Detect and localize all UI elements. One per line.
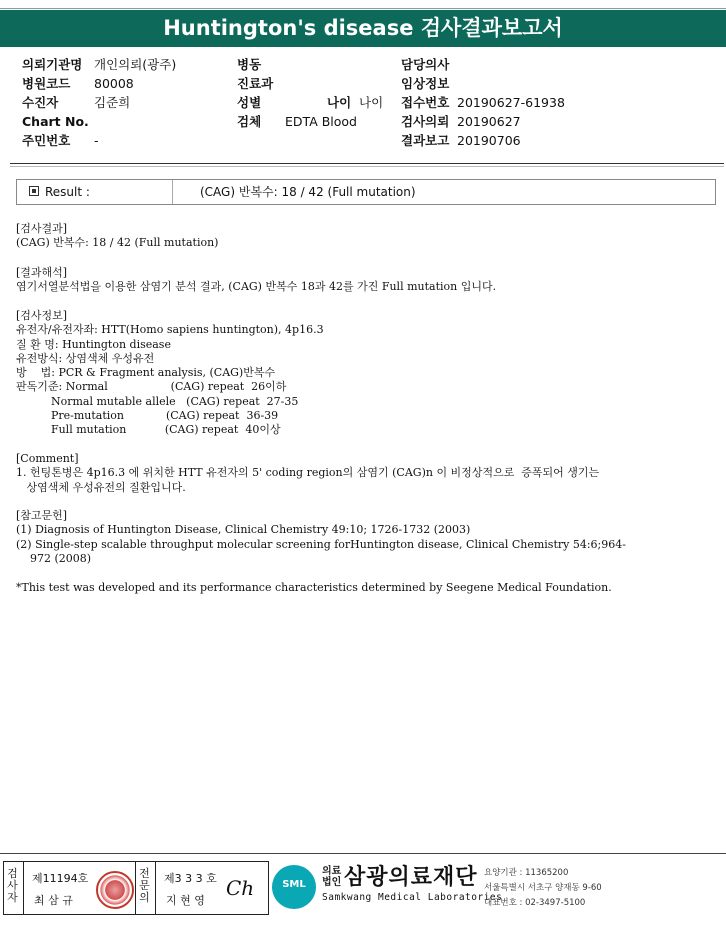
client-value: 개인의뢰(광주)	[94, 57, 177, 72]
info-column-3	[401, 55, 565, 150]
client-label: 의뢰기관명	[22, 57, 83, 72]
report-title: Huntington's disease 검사결과보고서	[163, 16, 563, 40]
age-value: 나이	[359, 95, 384, 110]
sml-logo-icon	[272, 865, 316, 909]
resident-no-value: -	[94, 133, 99, 148]
result-separator	[172, 180, 173, 204]
org-english-name: Samkwang Medical Laboratories	[322, 892, 503, 903]
logo-text: SML	[282, 879, 306, 890]
clinical-info-label: 임상정보	[401, 76, 450, 91]
result-summary-box	[16, 179, 716, 205]
hospital-code-label: 병원코드	[22, 76, 71, 91]
result-label: Result :	[45, 185, 90, 199]
age-label: 나이	[327, 95, 352, 110]
info-column-1	[22, 55, 176, 150]
org-info-line-2: 서울특별시 서초구 양재동 9-60	[484, 883, 602, 893]
official-seal-icon	[96, 871, 134, 909]
report-title-bar	[0, 10, 726, 47]
signature-mark: Ch	[226, 876, 255, 900]
result-value: (CAG) 반복수: 18 / 42 (Full mutation)	[200, 185, 416, 199]
age-field	[327, 93, 383, 112]
org-prefix: 의료 법인	[322, 866, 342, 888]
result-section: [검사결과] (CAG) 반복수: 18 / 42 (Full mutation)	[16, 222, 219, 250]
checkbox-icon	[29, 186, 39, 196]
report-date-label: 결과보고	[401, 133, 450, 148]
specialist-name: 지 현 영	[166, 894, 205, 907]
request-date-label: 검사의뢰	[401, 114, 450, 129]
comment-section: [Comment] 1. 헌팅톤병은 4p16.3 에 위치한 HTT 유전자의 5' coding region의 삼염기 (CAG)n 이 비정상적으로 증폭되어 생기는 상염색체 우성유전의 질환입니다.	[16, 452, 600, 494]
specialist-license: 제3 3 3 호	[164, 872, 217, 885]
hospital-code-value: 80008	[94, 76, 134, 91]
inspector-license: 제11194호	[32, 872, 89, 885]
sex-label: 성별	[237, 95, 262, 110]
signature-box	[3, 861, 269, 915]
chart-no-label: Chart No.	[22, 114, 89, 129]
header-divider-shadow	[10, 166, 724, 167]
footnote: *This test was developed and its performance characteristics determined by Seegene Medical Foundation.	[16, 581, 612, 594]
org-name: 삼광의료재단	[344, 865, 478, 890]
interpretation-section: [결과해석] 염기서열분석법을 이용한 삼염기 분석 결과, (CAG) 반복수 18과 42를 가진 Full mutation 입니다.	[16, 266, 497, 294]
patient-value: 김준희	[94, 95, 131, 110]
ward-label: 병동	[237, 57, 262, 72]
resident-no-label: 주민번호	[22, 133, 71, 148]
specimen-label: 검체	[237, 114, 262, 129]
inspector-label: 검사자	[7, 867, 18, 904]
department-label: 진료과	[237, 76, 274, 91]
report-date-value: 20190706	[457, 133, 521, 148]
doctor-label: 담당의사	[401, 57, 450, 72]
inspector-name: 최 삼 규	[34, 894, 73, 907]
accession-label: 접수번호	[401, 95, 450, 110]
top-border	[0, 8, 726, 9]
org-info-line-1: 요양기관 : 11365200	[484, 868, 569, 878]
specialist-label: 전문의	[139, 867, 150, 904]
org-info-line-3: 대표번호 : 02-3497-5100	[484, 898, 586, 908]
test-info-section: [검사정보] 유전자/유전자좌: HTT(Homo sapiens huntington), 4p16.3 질 환 명: Huntington disease 유전방식: 상염색체 우성유전 방 법: PCR & Fragment analysis, (CAG)반복수 판독기준: Normal (CAG) repeat 26이하 Normal mutable allele (CAG) repeat 27-35 Pre-mutation (CAG) repeat 36-39 Full mutation (CAG) repeat 40이상	[16, 309, 324, 437]
specimen-value: EDTA Blood	[285, 114, 357, 129]
footer-divider	[0, 853, 726, 854]
header-divider	[10, 163, 724, 164]
request-date-value: 20190627	[457, 114, 521, 129]
references-section: [참고문헌] (1) Diagnosis of Huntington Disease, Clinical Chemistry 49:10; 1726-1732 (2003) (2) Single-step scalable throughput molecular screening forHuntington disease, Clinical Chemistry 54:6;964- 972 (2008)	[16, 509, 626, 565]
patient-label: 수진자	[22, 95, 59, 110]
accession-value: 20190627-61938	[457, 95, 565, 110]
